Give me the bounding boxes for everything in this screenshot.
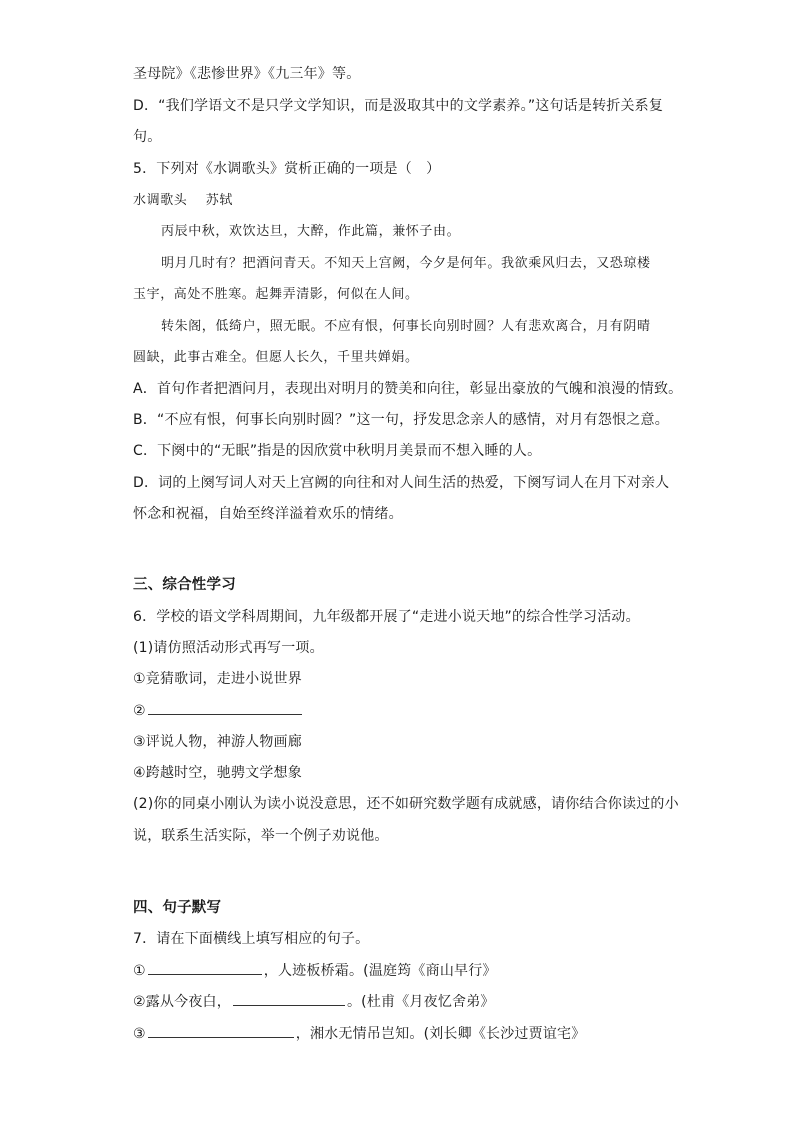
q7-line1 <box>133 960 497 981</box>
section-heading-4: 四、句子默写 <box>133 900 222 916</box>
q6-stem: 6．学校的语文学科周期间，九年级都开展了“走进小说天地”的综合性学习活动。 <box>133 609 640 625</box>
q6-item1: ①竞猜歌词，走进小说世界 <box>133 671 302 687</box>
poem-preface: 丙辰中秋，欢饮达旦，大醉，作此篇，兼怀子由。 <box>161 224 461 239</box>
q7-line3-suffix: ，湘水无情吊岂知。(刘长卿《长沙过贾谊宅》 <box>295 1026 586 1042</box>
q7-line1-suffix: ，人迹板桥霜。(温庭筠《商山早行》 <box>263 963 497 979</box>
poem-p2-line2: 圆缺，此事古难全。但愿人长久，千里共婵娟。 <box>133 350 419 365</box>
answer-blank-q7-2[interactable] <box>233 991 345 1006</box>
poem-p1-line2: 玉宇，高处不胜寒。起舞弄清影，何似在人间。 <box>133 287 419 302</box>
q4-option-d-line2: 句。 <box>133 129 162 145</box>
q7-line3 <box>133 1023 585 1044</box>
q6-sub2-line2: 说，联系生活实际，举一个例子劝说他。 <box>133 828 389 844</box>
q6-item4: ④跨越时空，驰骋文学想象 <box>133 765 302 781</box>
q4-option-d-line1: D．“我们学语文不是只学文学知识，而是汲取其中的文学素养。”这句话是转折关系复 <box>133 98 664 114</box>
answer-blank-q7-3[interactable] <box>148 1023 294 1038</box>
q5-option-d-line2: 怀念和祝福，自始至终洋溢着欢乐的情绪。 <box>133 506 403 522</box>
answer-blank-q7-1[interactable] <box>148 960 262 975</box>
q4-option-c-tail: 圣母院》《悲惨世界》《九三年》等。 <box>133 66 361 82</box>
q6-item3: ③评说人物，神游人物画廊 <box>133 734 302 750</box>
q7-line1-prefix: ① <box>133 963 146 979</box>
q6-item2-prefix: ② <box>133 703 146 719</box>
q6-sub1: (1)请仿照活动形式再写一项。 <box>133 640 324 656</box>
q5-option-d-line1: D．词的上阕写词人对天上宫阙的向往和对人间生活的热爱，下阕写词人在月下对亲人 <box>133 475 670 491</box>
q7-line2-suffix: 。(杜甫《月夜忆舍弟》 <box>346 994 495 1010</box>
q7-line2-prefix: ②露从今夜白， <box>133 994 231 1010</box>
q6-sub2-line1: (2)你的同桌小刚认为读小说没意思，还不如研究数学题有成就感，请你结合你读过的小 <box>133 796 679 812</box>
q5-option-a: A．首句作者把酒问月，表现出对明月的赞美和向往，彰显出豪放的气魄和浪漫的情致。 <box>133 381 683 397</box>
q7-line3-prefix: ③ <box>133 1026 146 1042</box>
q5-option-c: C．下阕中的“无眠”指是的因欣赏中秋明月美景而不想入睡的人。 <box>133 443 542 459</box>
poem-p1-line1: 明月几时有？把酒问青天。不知天上宫阙，今夕是何年。我欲乘风归去，又恐琼楼 <box>161 256 651 271</box>
q7-stem: 7．请在下面横线上填写相应的句子。 <box>133 931 370 947</box>
q7-line2 <box>133 991 495 1012</box>
poem-title: 水调歌头 苏轼 <box>133 193 233 208</box>
q5-stem: 5．下列对《水调歌头》赏析正确的一项是（ ） <box>133 161 441 177</box>
poem-p2-line1: 转朱阁，低绮户，照无眠。不应有恨，何事长向别时圆？人有悲欢离合，月有阴晴 <box>161 319 651 334</box>
q6-item2 <box>133 700 304 721</box>
section-heading-3: 三、综合性学习 <box>133 577 236 593</box>
answer-blank-q6[interactable] <box>148 700 302 715</box>
q5-option-b: B．“不应有恨，何事长向别时圆？”这一句，抒发思念亲人的感情，对月有怨恨之意。 <box>133 412 669 428</box>
